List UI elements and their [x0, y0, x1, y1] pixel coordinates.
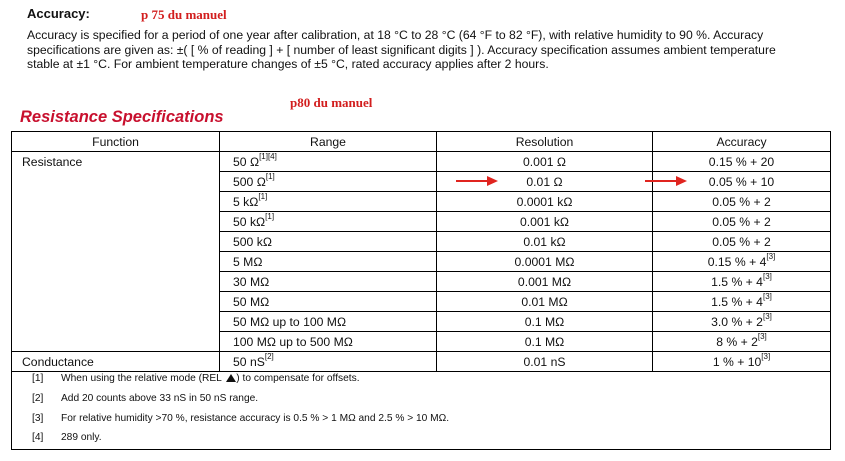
- function-cell: [12, 272, 220, 292]
- resolution-cell-text: 0.001 kΩ: [519, 214, 570, 229]
- footnote-ref: [1]: [258, 192, 268, 202]
- accuracy-cell-text: 0.05 % + 2: [712, 194, 771, 209]
- range-cell-text: 100 MΩ up to 500 MΩ: [233, 334, 353, 349]
- header-range: Range: [220, 132, 437, 152]
- table-row: [12, 332, 831, 352]
- header-function: Function: [12, 132, 220, 152]
- resolution-cell-text: 0.0001 kΩ: [516, 194, 573, 209]
- resolution-cell-text: 0.01 kΩ: [523, 234, 566, 249]
- red-right-arrow-icon: [645, 176, 687, 186]
- range-cell: [220, 192, 437, 212]
- range-cell-text: 30 MΩ: [233, 274, 270, 289]
- footnotes: [11, 369, 831, 450]
- resolution-cell: [437, 152, 653, 172]
- accuracy-cell-text: 0.15 % + 4: [707, 254, 767, 269]
- table-row: [12, 272, 831, 292]
- header-resolution: Resolution: [437, 132, 653, 152]
- accuracy-cell: [653, 332, 831, 352]
- delta-icon: [226, 374, 236, 382]
- red-right-arrow-icon: [456, 176, 498, 186]
- range-cell: [220, 312, 437, 332]
- function-cell-text: Conductance: [22, 354, 94, 369]
- range-cell-text: 50 kΩ: [233, 214, 266, 229]
- resolution-cell-text: 0.01 Ω: [526, 174, 563, 189]
- range-cell: [220, 232, 437, 252]
- resolution-cell-text: 0.01 nS: [523, 354, 566, 369]
- footnote-number: [3]: [32, 413, 44, 424]
- accuracy-cell: [653, 312, 831, 332]
- accuracy-cell: [653, 232, 831, 252]
- accuracy-cell-text: 1.5 % + 4: [711, 294, 763, 309]
- accuracy-line-1: Accuracy is specified for a period of one year after calibration, at 18 °C to 28 °C (64 °F to 82 °F), with relative humidity to 90 %. Accuracy: [27, 28, 764, 42]
- range-cell-text: 50 Ω: [233, 154, 260, 169]
- range-cell: [220, 172, 437, 192]
- function-cell: [12, 152, 220, 172]
- accuracy-cell: [653, 272, 831, 292]
- footnote-ref: [3]: [762, 272, 772, 282]
- footnote-ref: [3]: [762, 312, 772, 322]
- resolution-cell: [437, 232, 653, 252]
- range-cell: [220, 212, 437, 232]
- function-cell: [12, 212, 220, 232]
- function-cell: [12, 192, 220, 212]
- range-cell: [220, 252, 437, 272]
- resolution-cell-text: 0.001 MΩ: [517, 274, 572, 289]
- accuracy-cell-text: 0.05 % + 10: [708, 174, 775, 189]
- section-title: Resistance Specifications: [20, 108, 224, 126]
- accuracy-line-2: specifications are given as: ±( [ % of reading ] + [ number of least significant digits ] ). Accuracy specification assumes ambient temperature: [27, 42, 776, 57]
- resolution-cell-text: 0.001 Ω: [523, 154, 566, 169]
- table-row: [12, 312, 831, 332]
- range-cell-text: 5 kΩ: [233, 194, 259, 209]
- resistance-spec-table: [11, 131, 831, 372]
- function-cell-text: Resistance: [22, 154, 83, 169]
- table-row: [12, 252, 831, 272]
- table-row: [12, 212, 831, 232]
- table-row: [12, 152, 831, 172]
- footnote-ref: [1]: [265, 172, 275, 182]
- resolution-cell-text: 0.01 MΩ: [521, 294, 568, 309]
- range-cell: [220, 292, 437, 312]
- footnote-number: [4]: [32, 432, 44, 443]
- range-cell-text: 50 MΩ up to 100 MΩ: [233, 314, 347, 329]
- footnote-ref: [1]: [265, 212, 275, 222]
- resolution-cell: [437, 272, 653, 292]
- footnote-number: [1]: [32, 373, 44, 384]
- range-cell-text: 500 kΩ: [233, 234, 272, 249]
- resolution-cell: [437, 212, 653, 232]
- accuracy-cell: [653, 192, 831, 212]
- function-cell: [12, 312, 220, 332]
- accuracy-cell-text: 3.0 % + 2: [711, 314, 763, 329]
- accuracy-line-3: stable at ±1 °C. For ambient temperature changes of ±5 °C, rated accuracy applies after 2 hours.: [27, 57, 549, 71]
- footnote-number: [2]: [32, 393, 44, 404]
- footnote-ref: [3]: [762, 292, 772, 302]
- accuracy-cell-text: 0.05 % + 2: [712, 214, 771, 229]
- range-cell-text: 5 MΩ: [233, 254, 263, 269]
- resolution-cell: [437, 252, 653, 272]
- resolution-cell: [437, 332, 653, 352]
- accuracy-cell: [653, 152, 831, 172]
- footnote-1: [32, 373, 360, 384]
- resolution-cell-text: 0.1 MΩ: [524, 334, 565, 349]
- accuracy-cell-text: 0.15 % + 20: [708, 154, 775, 169]
- accuracy-cell-text: 0.05 % + 2: [712, 234, 771, 249]
- accuracy-cell: [653, 292, 831, 312]
- range-cell-text: 50 nS: [233, 354, 265, 369]
- table-row: [12, 172, 831, 192]
- footnote-4: [32, 432, 102, 443]
- function-cell: [12, 252, 220, 272]
- footnote-3: [32, 413, 449, 424]
- footnote-ref: [1][4]: [259, 152, 277, 162]
- footnote-2: [32, 393, 258, 404]
- accuracy-cell-text: 8 % + 2: [716, 334, 758, 349]
- accuracy-heading: Accuracy:: [27, 6, 90, 21]
- range-cell-text: 50 MΩ: [233, 294, 270, 309]
- footnote-suffix: ) to compensate for offsets.: [236, 373, 360, 384]
- accuracy-cell: [653, 252, 831, 272]
- accuracy-cell-text: 1.5 % + 4: [711, 274, 763, 289]
- footnote-ref: [3]: [766, 252, 776, 262]
- function-cell: [12, 172, 220, 192]
- range-cell: [220, 152, 437, 172]
- footnote-text: When using the relative mode (REL: [61, 373, 222, 384]
- function-cell: [12, 332, 220, 352]
- table-row: [12, 232, 831, 252]
- resistance-page-note: p80 du manuel: [290, 95, 373, 110]
- table-row: [12, 292, 831, 312]
- resolution-cell-text: 0.1 MΩ: [524, 314, 565, 329]
- resolution-cell: [437, 292, 653, 312]
- range-cell: [220, 332, 437, 352]
- accuracy-paragraph: [27, 28, 827, 72]
- resolution-cell: [437, 312, 653, 332]
- table-header-row: [12, 132, 831, 152]
- table-row: [12, 192, 831, 212]
- resolution-cell: [437, 192, 653, 212]
- accuracy-page-note: p 75 du manuel: [141, 7, 227, 22]
- footnote-ref: [3]: [757, 332, 767, 342]
- range-cell: [220, 272, 437, 292]
- header-accuracy: Accuracy: [653, 132, 831, 152]
- function-cell: [12, 292, 220, 312]
- footnote-ref: [3]: [761, 352, 771, 362]
- footnote-text: 289 only.: [61, 432, 102, 443]
- range-cell-text: 500 Ω: [233, 174, 266, 189]
- resolution-cell-text: 0.0001 MΩ: [514, 254, 575, 269]
- accuracy-cell-text: 1 % + 10: [712, 354, 762, 369]
- footnote-ref: [2]: [264, 352, 274, 362]
- accuracy-cell: [653, 212, 831, 232]
- function-cell: [12, 232, 220, 252]
- footnote-text: Add 20 counts above 33 nS in 50 nS range.: [61, 393, 259, 404]
- footnote-text: For relative humidity >70 %, resistance accuracy is 0.5 % > 1 MΩ and 2.5 % > 10 MΩ.: [61, 413, 450, 424]
